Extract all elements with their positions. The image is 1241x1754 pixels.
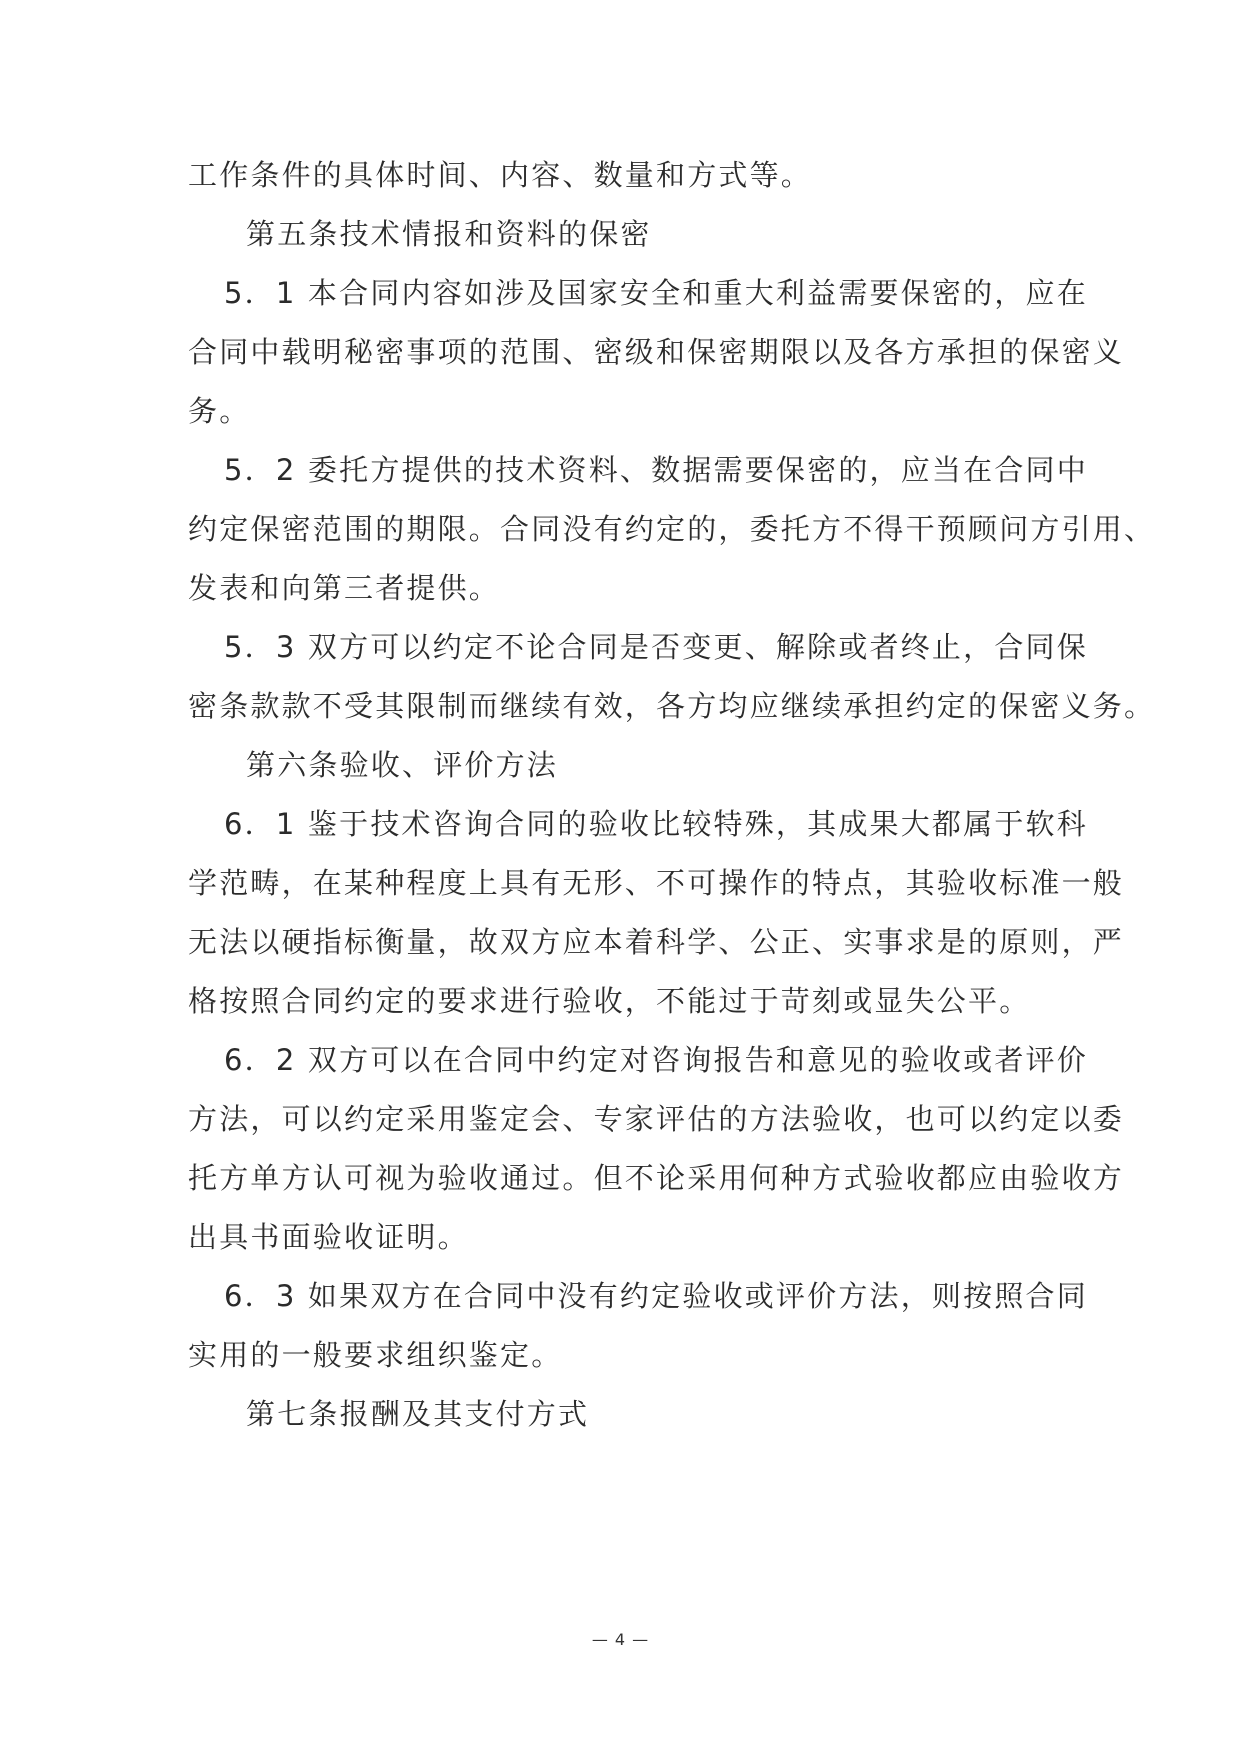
text-line: 学范畴，在某种程度上具有无形、不可操作的特点，其验收标准一般 — [188, 866, 1125, 900]
text-line: 6．2 双方可以在合同中约定对咨询报告和意见的验收或者评价 — [224, 1043, 1088, 1077]
text-line: 5．1 本合同内容如涉及国家安全和重大利益需要保密的，应在 — [224, 276, 1088, 310]
text-line: 务。 — [188, 394, 251, 428]
text-line: 6．3 如果双方在合同中没有约定验收或评价方法，则按照合同 — [224, 1279, 1088, 1313]
text-line: 5．3 双方可以约定不论合同是否变更、解除或者终止，合同保 — [224, 630, 1088, 664]
page-number: — 4 — — [591, 1630, 650, 1649]
section-heading-6: 第六条验收、评价方法 — [246, 748, 559, 782]
text-line: 实用的一般要求组织鉴定。 — [188, 1338, 563, 1372]
text-line: 合同中载明秘密事项的范围、密级和保密期限以及各方承担的保密义 — [188, 335, 1125, 369]
section-heading-5: 第五条技术情报和资料的保密 — [246, 217, 652, 251]
text-line: 出具书面验收证明。 — [188, 1220, 469, 1254]
text-line: 6．1 鉴于技术咨询合同的验收比较特殊，其成果大都属于软科 — [224, 807, 1088, 841]
text-line: 约定保密范围的期限。合同没有约定的，委托方不得干预顾问方引用、 — [188, 512, 1156, 546]
text-line: 发表和向第三者提供。 — [188, 571, 501, 605]
text-line: 工作条件的具体时间、内容、数量和方式等。 — [188, 158, 813, 192]
text-line: 无法以硬指标衡量，故双方应本着科学、公正、实事求是的原则，严 — [188, 925, 1125, 959]
text-line: 方法，可以约定采用鉴定会、专家评估的方法验收，也可以约定以委 — [188, 1102, 1125, 1136]
text-line: 5．2 委托方提供的技术资料、数据需要保密的，应当在合同中 — [224, 453, 1088, 487]
text-line: 格按照合同约定的要求进行验收，不能过于苛刻或显失公平。 — [188, 984, 1031, 1018]
text-line: 密条款款不受其限制而继续有效，各方均应继续承担约定的保密义务。 — [188, 689, 1156, 723]
text-line: 托方单方认可视为验收通过。但不论采用何种方式验收都应由验收方 — [188, 1161, 1125, 1195]
section-heading-7: 第七条报酬及其支付方式 — [246, 1397, 590, 1431]
